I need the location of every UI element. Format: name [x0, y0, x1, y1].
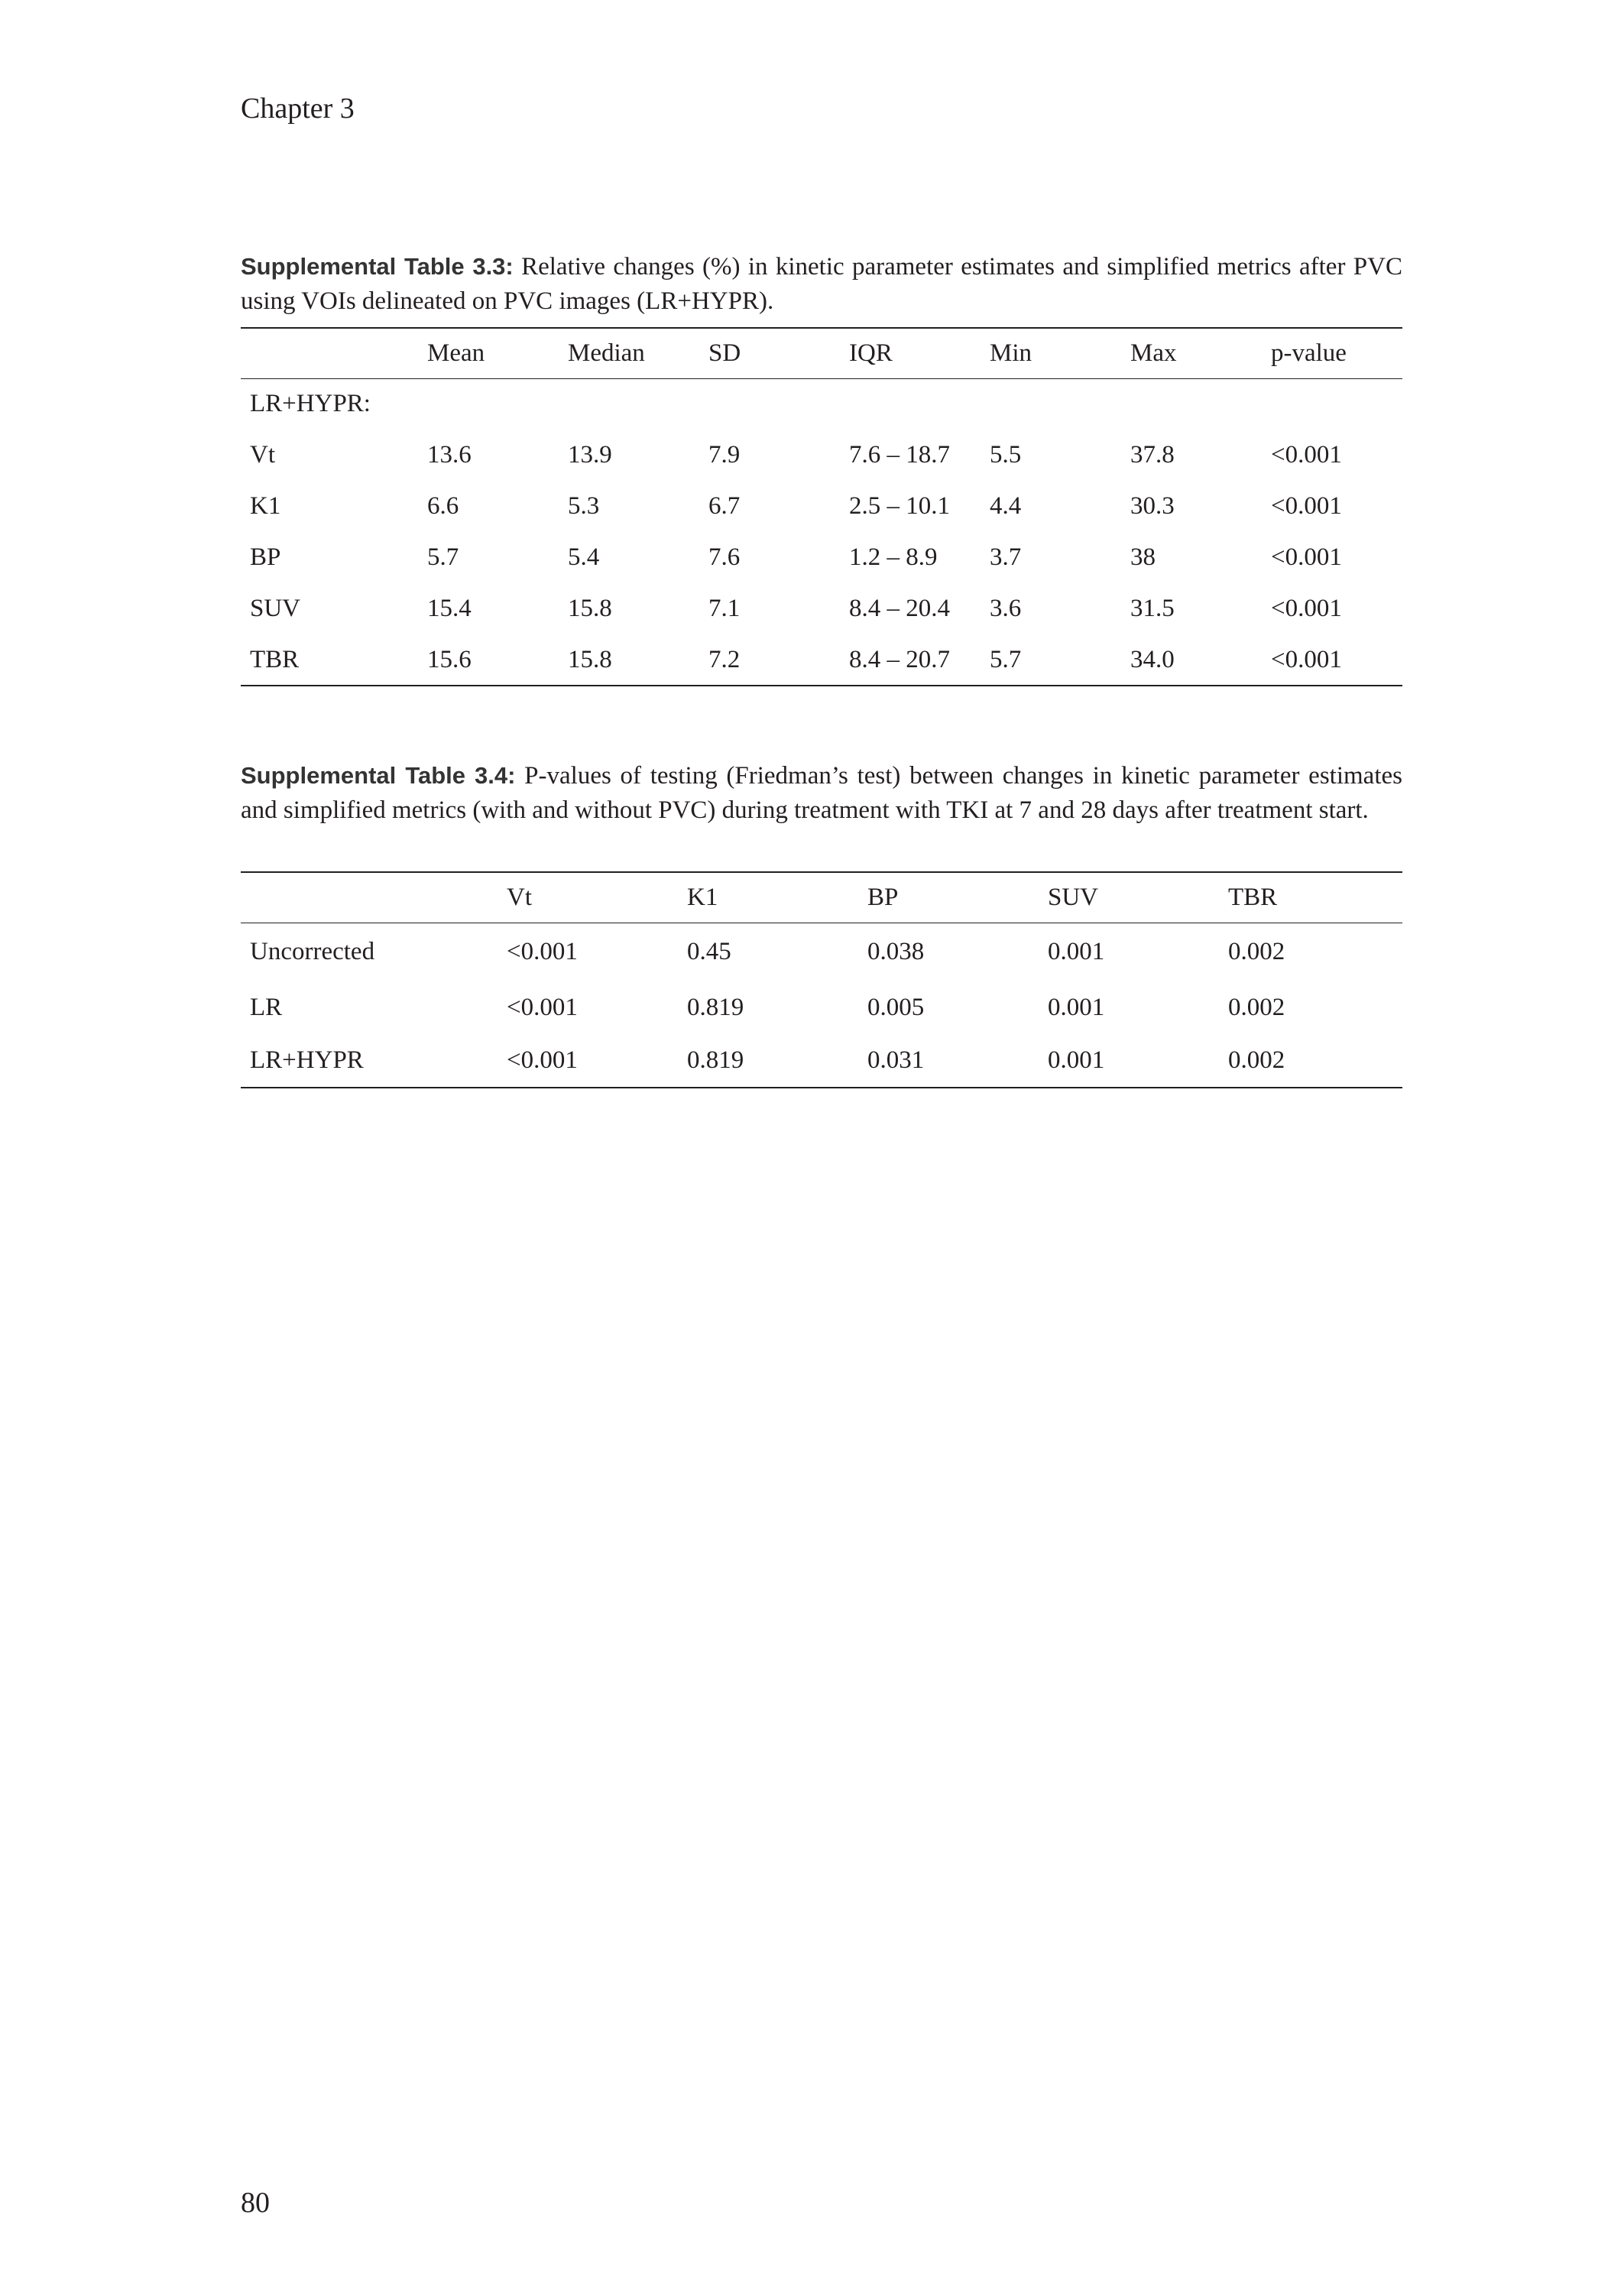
column-header: TBR	[1219, 872, 1402, 923]
column-header: K1	[678, 872, 858, 923]
table-row	[241, 532, 1402, 583]
table-cell: <0.001	[1271, 543, 1342, 571]
table-group-row	[241, 378, 1402, 430]
row-label: K1	[250, 492, 281, 520]
table-cell: 3.6	[990, 595, 1022, 622]
table-cell: 7.6	[708, 543, 741, 571]
table-cell: 5.3	[568, 492, 600, 520]
table-cell: 7.6 – 18.7	[849, 441, 950, 469]
table-row	[241, 1034, 1402, 1088]
table-cell: 37.8	[1130, 441, 1175, 469]
group-label: LR+HYPR:	[250, 390, 371, 418]
table-cell: 0.45	[687, 937, 731, 965]
column-header: Min	[981, 328, 1121, 378]
table-cell: 13.6	[427, 441, 472, 469]
table-cell: 0.002	[1228, 993, 1285, 1021]
column-header: Mean	[418, 328, 559, 378]
row-label: Uncorrected	[250, 937, 375, 965]
column-header: IQR	[840, 328, 981, 378]
table-cell: 0.001	[1048, 937, 1105, 965]
table-cell: 31.5	[1130, 595, 1175, 622]
table-cell: 8.4 – 20.7	[849, 645, 950, 673]
table-cell: <0.001	[1271, 441, 1342, 469]
table-cell: <0.001	[1271, 595, 1342, 622]
column-header: BP	[858, 872, 1039, 923]
table-cell: 8.4 – 20.4	[849, 595, 950, 622]
table-cell: 4.4	[990, 492, 1022, 520]
table-cell: 0.002	[1228, 1046, 1285, 1074]
table-3-3	[241, 327, 1402, 686]
table-cell: 0.038	[867, 937, 925, 965]
table-cell: 6.7	[708, 492, 741, 520]
column-header: Max	[1121, 328, 1262, 378]
row-label: TBR	[250, 645, 300, 673]
table-cell: 2.5 – 10.1	[849, 492, 950, 520]
table-row	[241, 430, 1402, 481]
table-3-3-caption	[241, 249, 1402, 319]
table-cell: 5.7	[990, 645, 1022, 673]
table-row	[241, 481, 1402, 532]
table-cell: <0.001	[1271, 645, 1342, 673]
table-cell: 0.001	[1048, 993, 1105, 1021]
table-cell: <0.001	[507, 993, 578, 1021]
table-3-3-caption-label: Supplemental Table 3.3:	[241, 253, 514, 280]
table-cell: 13.9	[568, 441, 612, 469]
table-cell: 6.6	[427, 492, 459, 520]
table-cell: 15.8	[568, 645, 612, 673]
table-cell: 7.2	[708, 645, 741, 673]
table-cell: 0.005	[867, 993, 925, 1021]
table-3-4-caption-label: Supplemental Table 3.4:	[241, 762, 516, 789]
column-header: SUV	[1039, 872, 1219, 923]
table-cell: 5.7	[427, 543, 459, 571]
row-label: Vt	[250, 441, 275, 469]
row-label: LR+HYPR	[250, 1046, 364, 1074]
table-row	[241, 634, 1402, 686]
table-row	[241, 923, 1402, 981]
table-cell: 0.819	[687, 1046, 744, 1074]
table-row	[241, 981, 1402, 1034]
table-3-4	[241, 871, 1402, 1088]
column-header: Median	[559, 328, 699, 378]
table-cell: 5.5	[990, 441, 1022, 469]
table-cell: 0.819	[687, 993, 744, 1021]
table-3-4-caption-text: P-values of testing (Friedman’s test) between changes in kinetic parameter estimates and simplified metrics (with and without PVC) during treatment with TKI at 7 and 28 days after treatment start.	[241, 762, 1402, 824]
table-cell: <0.001	[1271, 492, 1342, 520]
table-cell: 15.6	[427, 645, 472, 673]
table-cell: 15.4	[427, 595, 472, 622]
table-cell: 34.0	[1130, 645, 1175, 673]
row-label: BP	[250, 543, 281, 571]
table-cell: 5.4	[568, 543, 600, 571]
row-label: LR	[250, 993, 283, 1021]
table-cell: 0.001	[1048, 1046, 1105, 1074]
table-cell: 1.2 – 8.9	[849, 543, 938, 571]
table-cell: 38	[1130, 543, 1156, 571]
column-header: SD	[699, 328, 840, 378]
table-cell: 0.031	[867, 1046, 925, 1074]
column-header	[241, 328, 418, 378]
table-cell: 30.3	[1130, 492, 1175, 520]
table-3-4-caption	[241, 758, 1402, 828]
table-header-row	[241, 328, 1402, 378]
table-3-3-caption-text: Relative changes (%) in kinetic parameter estimates and simplified metrics after PVC using VOIs delineated on PVC images (LR+HYPR).	[241, 253, 1402, 315]
column-header: p-value	[1262, 328, 1402, 378]
row-label: SUV	[250, 595, 301, 622]
table-cell: 0.002	[1228, 937, 1285, 965]
table-cell: <0.001	[507, 937, 578, 965]
table-row	[241, 583, 1402, 634]
column-header	[241, 872, 498, 923]
page-number: 80	[241, 2187, 270, 2219]
table-cell: 3.7	[990, 543, 1022, 571]
column-header: Vt	[498, 872, 678, 923]
table-cell: 7.1	[708, 595, 741, 622]
table-cell: 15.8	[568, 595, 612, 622]
table-header-row	[241, 872, 1402, 923]
table-cell: 7.9	[708, 441, 741, 469]
running-head: Chapter 3	[241, 92, 355, 125]
table-cell: <0.001	[507, 1046, 578, 1074]
